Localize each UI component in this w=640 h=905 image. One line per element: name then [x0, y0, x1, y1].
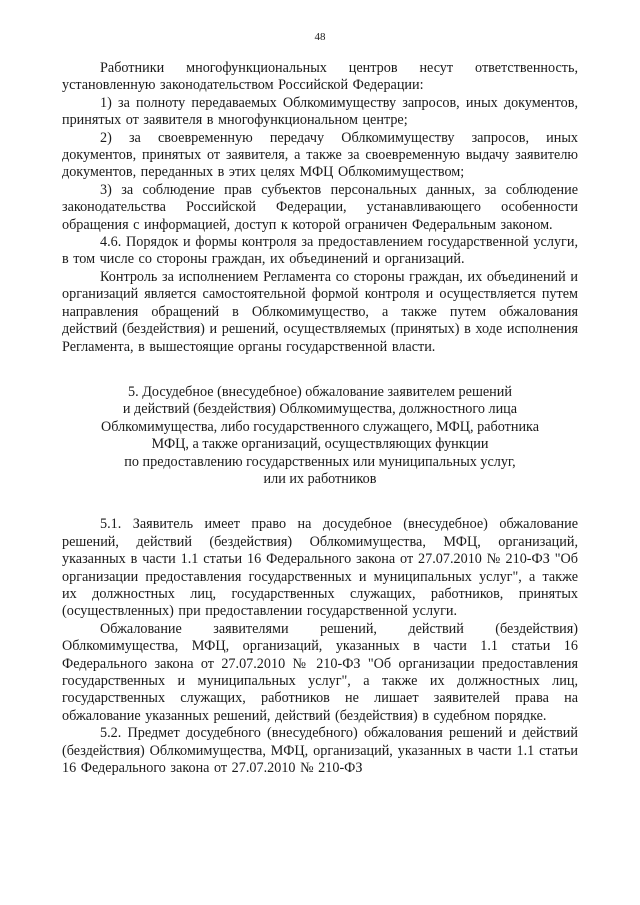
- paragraph-appeal-court: Обжалование заявителями решений, действий (бездействия) Облкомимущества, МФЦ, организаций, указанных в части 1.1 статьи 16 Федерального закона от 27.07.2010 № 210-ФЗ "Об организации предоставления государственных и муниципальных услуг", а также их должностных лиц, государственных служащих, работников не лишает заявителей права на обжалование указанных решений, действий (бездействия) в судебном порядке.: [62, 620, 578, 724]
- paragraph-4-6: 4.6. Порядок и формы контроля за предоставлением государственной услуги, в том числе со стороны граждан, их объединений и организаций.: [62, 234, 578, 268]
- paragraph-5-1: 5.1. Заявитель имеет право на досудебное (внесудебное) обжалование решений, действий (бездействия) Облкомимущества, МФЦ, организаций, указанных в части 1.1 статьи 16 Федерального закона от 27.07.2010 № 210-ФЗ "Об организации предоставления государственных и муниципальных услуг", а также их должностных лиц, государственных служащих, работников, принятых (осуществленных) при предоставлении государственной услуги.: [62, 516, 578, 620]
- heading-line: МФЦ, а также организаций, осуществляющих функции: [151, 436, 489, 453]
- heading-line: и действий (бездействия) Облкомимущества, должностного лица: [122, 401, 518, 418]
- paragraph-mfc-responsibility: Работники многофункциональных центров несут ответственность, установленную законодательством Российской Федерации:: [62, 60, 578, 94]
- paragraph-item-1: 1) за полноту передаваемых Облкомимуществу запросов, иных документов, принятых от заявителя в многофункциональном центре;: [62, 94, 578, 129]
- heading-line: Облкомимущества, либо государственного служащего, МФЦ, работника: [100, 418, 540, 435]
- heading-line: по предоставлению государственных или муниципальных услуг,: [124, 453, 516, 470]
- paragraph-item-3: 3) за соблюдение прав субъектов персональных данных, за соблюдение законодательства Российской Федерации, устанавливающего особенности обращения с информацией, доступ к которой ограничен Федеральным законом.: [62, 181, 578, 233]
- paragraph-5-2: 5.2. Предмет досудебного (внесудебного) обжалования решений и действий (бездействия) Облкомимущества, МФЦ, организаций, указанных в части 1.1 статьи 16 Федерального закона от 27.07.2010 № 210-ФЗ: [62, 725, 578, 777]
- paragraph-control: Контроль за исполнением Регламента со стороны граждан, их объединений и организаций является самостоятельной формой контроля и осуществляется путем направления обращений в Облкомимущество, а также путем обжалования действий (бездействия) и решений, осуществляемых (принятых) в ходе исполнения Регламента, в вышестоящие органы государственной власти.: [62, 268, 578, 355]
- paragraph-item-2: 2) за своевременную передачу Облкомимуществу запросов, иных документов, принятых от заявителя, а также за своевременную выдачу заявителю документов, переданных в этих целях МФЦ Облкомимуществом;: [62, 129, 578, 181]
- section-5-heading: [62, 384, 578, 488]
- heading-line: или их работников: [263, 470, 377, 487]
- page-number: 48: [314, 31, 326, 43]
- heading-line: 5. Досудебное (внесудебное) обжалование заявителем решений: [128, 383, 512, 400]
